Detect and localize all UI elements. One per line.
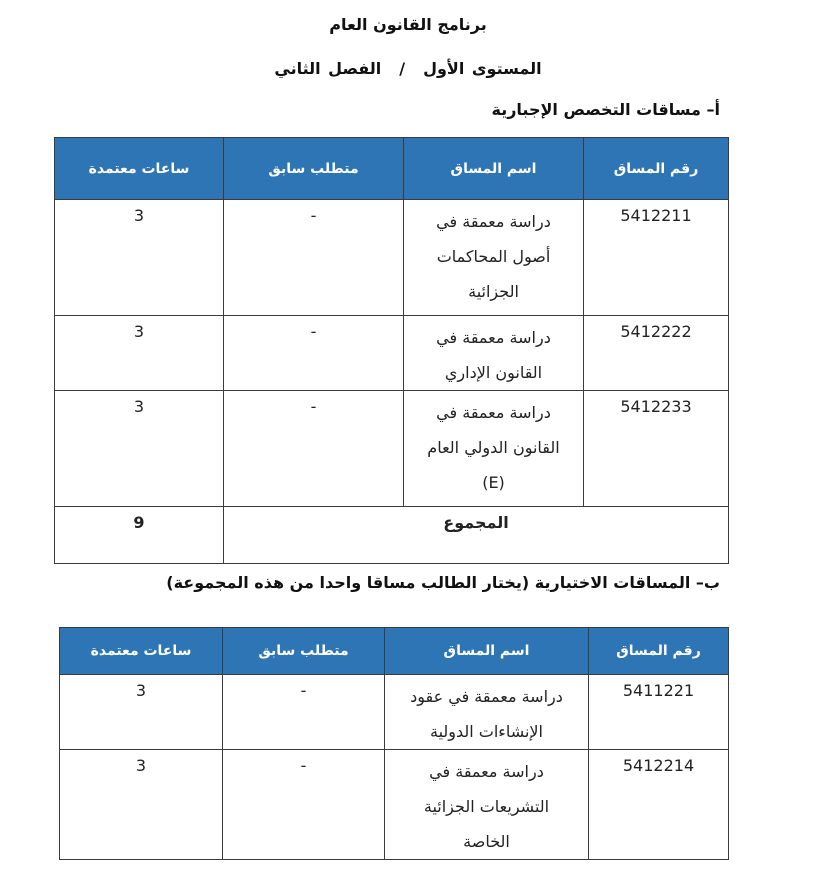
section-b-heading: ب– المساقات الاختيارية (يختار الطالب مساقا واحدا من هذه المجموعة) <box>166 573 720 592</box>
prerequisite-cell: - <box>224 316 404 391</box>
section-a-heading: أ– مساقات التخصص الإجبارية <box>491 100 720 119</box>
course-name-line: دراسة معمقة في عقود <box>410 687 563 706</box>
course-name-line: دراسة معمقة في <box>436 328 551 347</box>
header-prerequisite: متطلب سابق <box>223 628 385 675</box>
course-name-cell <box>385 675 589 750</box>
table-row <box>60 750 729 860</box>
course-code-cell: 5412222 <box>584 316 729 391</box>
level-separator: / <box>399 59 406 78</box>
header-credit-hours: ساعات معتمدة <box>55 138 224 200</box>
credit-hours-cell: 3 <box>60 750 223 860</box>
table-row <box>55 316 729 391</box>
course-code-cell: 5412211 <box>584 200 729 316</box>
program-title: برنامج القانون العام <box>329 15 487 34</box>
prerequisite-cell: - <box>224 391 404 507</box>
total-row <box>55 507 729 564</box>
prerequisite-cell: - <box>223 675 385 750</box>
course-name-line: دراسة معمقة في <box>436 212 551 231</box>
course-name-line: القانون الإداري <box>444 363 543 382</box>
table-header-row <box>55 138 729 200</box>
course-name-line: الخاصة <box>463 832 510 851</box>
table-row <box>60 675 729 750</box>
course-name-line: (E) <box>482 473 505 492</box>
credit-hours-cell: 3 <box>55 200 224 316</box>
header-course-name: اسم المساق <box>385 628 589 675</box>
course-name-line: القانون الدولي العام <box>427 438 560 457</box>
course-name-line: التشريعات الجزائية <box>423 797 550 816</box>
header-course-name: اسم المساق <box>404 138 584 200</box>
table-row <box>55 391 729 507</box>
course-code-cell: 5412233 <box>584 391 729 507</box>
course-name-line: دراسة معمقة في <box>436 403 551 422</box>
level-line <box>0 59 816 78</box>
elective-courses-table <box>59 627 729 860</box>
header-course-code: رقم المساق <box>589 628 729 675</box>
header-course-code: رقم المساق <box>584 138 729 200</box>
compulsory-courses-table <box>54 137 729 564</box>
course-name-cell <box>385 750 589 860</box>
table-row <box>55 200 729 316</box>
total-label: المجموع <box>224 507 729 564</box>
credit-hours-cell: 3 <box>55 391 224 507</box>
total-value: 9 <box>55 507 224 564</box>
course-name-line: الإنشاءات الدولية <box>429 722 543 741</box>
level-label: المستوى الأول <box>423 59 542 78</box>
credit-hours-cell: 3 <box>55 316 224 391</box>
course-name-line: دراسة معمقة في <box>429 762 544 781</box>
course-name-cell <box>404 391 584 507</box>
table-header-row <box>60 628 729 675</box>
prerequisite-cell: - <box>223 750 385 860</box>
header-credit-hours: ساعات معتمدة <box>60 628 223 675</box>
course-code-cell: 5412214 <box>589 750 729 860</box>
course-name-cell <box>404 316 584 391</box>
course-name-line: أصول المحاكمات <box>436 247 551 266</box>
course-name-line: الجزائية <box>468 282 519 301</box>
semester-label: الفصل الثاني <box>274 59 382 78</box>
prerequisite-cell: - <box>224 200 404 316</box>
header-prerequisite: متطلب سابق <box>224 138 404 200</box>
course-code-cell: 5411221 <box>589 675 729 750</box>
credit-hours-cell: 3 <box>60 675 223 750</box>
course-name-cell <box>404 200 584 316</box>
